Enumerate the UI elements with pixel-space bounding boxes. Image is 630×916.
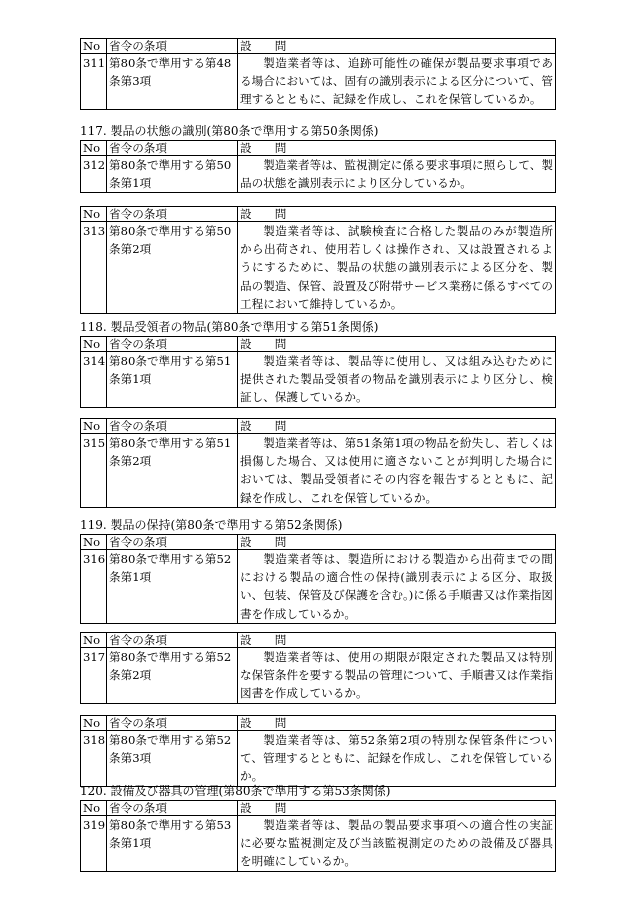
question-table-316 [80, 534, 556, 624]
header-no: No [81, 716, 107, 731]
table-header-row [81, 716, 556, 731]
clause-cell: 第80条で準用する第51条第1項 [107, 352, 238, 408]
question-cell: 製造業者等は、第52条第2項の特別な保管条件について、管理するとともに、記録を作成し、これを保管しているか。 [238, 731, 556, 787]
header-no: No [81, 419, 107, 434]
table-row [81, 816, 556, 872]
clause-cell: 第80条で準用する第51条第2項 [107, 434, 238, 508]
header-clause: 省令の条項 [107, 535, 238, 550]
clause-cell: 第80条で準用する第52条第3項 [107, 731, 238, 787]
header-no: No [81, 633, 107, 648]
header-question: 設 問 [238, 141, 556, 156]
header-question: 設 問 [238, 39, 556, 54]
question-table-313 [80, 206, 556, 314]
clause-cell: 第80条で準用する第52条第2項 [107, 648, 238, 704]
header-question: 設 問 [238, 716, 556, 731]
table-header-row [81, 419, 556, 434]
question-cell: 製造業者等は、使用の期限が限定された製品又は特別な保管条件を要する製品の管理について、手順書又は作業指図書を作成しているか。 [238, 648, 556, 704]
header-clause: 省令の条項 [107, 141, 238, 156]
section-heading-120: 120. 設備及び器具の管理(第80条で準用する第53条関係) [80, 784, 391, 798]
header-clause: 省令の条項 [107, 207, 238, 222]
table-row [81, 156, 556, 193]
table-row [81, 550, 556, 624]
table-row [81, 222, 556, 314]
header-no: No [81, 141, 107, 156]
header-question: 設 問 [238, 535, 556, 550]
header-clause: 省令の条項 [107, 633, 238, 648]
section-heading-118: 118. 製品受領者の物品(第80条で準用する第51条関係) [80, 320, 379, 334]
header-no: No [81, 337, 107, 352]
header-no: No [81, 207, 107, 222]
question-number: 313 [81, 222, 107, 314]
question-table-315 [80, 418, 556, 508]
table-header-row [81, 337, 556, 352]
question-cell: 製造業者等は、監視測定に係る要求事項に照らして、製品の状態を識別表示により区分しているか。 [238, 156, 556, 193]
header-clause: 省令の条項 [107, 337, 238, 352]
table-row [81, 731, 556, 787]
question-table-311 [80, 38, 556, 110]
table-header-row [81, 801, 556, 816]
clause-cell: 第80条で準用する第52条第1項 [107, 550, 238, 624]
question-cell: 製造業者等は、追跡可能性の確保が製品要求事項である場合においては、固有の識別表示による区分について、管理するとともに、記録を作成し、これを保管しているか。 [238, 54, 556, 110]
question-number: 318 [81, 731, 107, 787]
question-number: 315 [81, 434, 107, 508]
question-cell: 製造業者等は、第51条第1項の物品を紛失し、若しくは損傷した場合、又は使用に適さないことが判明した場合においては、製品受領者にその内容を報告するとともに、記録を作成し、これを保管しているか。 [238, 434, 556, 508]
question-number: 316 [81, 550, 107, 624]
question-number: 319 [81, 816, 107, 872]
question-cell: 製造業者等は、製品の製品要求事項への適合性の実証に必要な監視測定及び当該監視測定のための設備及び器具を明確にしているか。 [238, 816, 556, 872]
question-cell: 製造業者等は、製品等に使用し、又は組み込むために提供された製品受領者の物品を識別表示により区分し、検証し、保護しているか。 [238, 352, 556, 408]
table-header-row [81, 207, 556, 222]
table-header-row [81, 535, 556, 550]
header-question: 設 問 [238, 207, 556, 222]
header-no: No [81, 535, 107, 550]
header-question: 設 問 [238, 337, 556, 352]
question-number: 317 [81, 648, 107, 704]
question-number: 314 [81, 352, 107, 408]
clause-cell: 第80条で準用する第53条第1項 [107, 816, 238, 872]
clause-cell: 第80条で準用する第48条第3項 [107, 54, 238, 110]
table-header-row [81, 633, 556, 648]
header-question: 設 問 [238, 633, 556, 648]
section-heading-117: 117. 製品の状態の識別(第80条で準用する第50条関係) [80, 124, 379, 138]
clause-cell: 第80条で準用する第50条第1項 [107, 156, 238, 193]
header-question: 設 問 [238, 419, 556, 434]
header-no: No [81, 801, 107, 816]
table-row [81, 54, 556, 110]
header-clause: 省令の条項 [107, 801, 238, 816]
question-table-317 [80, 632, 556, 704]
header-question: 設 問 [238, 801, 556, 816]
clause-cell: 第80条で準用する第50条第2項 [107, 222, 238, 314]
question-table-314 [80, 336, 556, 408]
question-number: 312 [81, 156, 107, 193]
header-clause: 省令の条項 [107, 39, 238, 54]
question-cell: 製造業者等は、試験検査に合格した製品のみが製造所から出荷され、使用若しくは操作され、又は設置されるようにするために、製品の状態の識別表示による区分を、製品の製造、保管、設置及び附帯サービス業務に係るすべての工程において維持しているか。 [238, 222, 556, 314]
table-row [81, 434, 556, 508]
header-clause: 省令の条項 [107, 419, 238, 434]
table-row [81, 648, 556, 704]
question-cell: 製造業者等は、製造所における製造から出荷までの間における製品の適合性の保持(識別表示による区分、取扱い、包装、保管及び保護を含む。)に係る手順書又は作業指図書を作成しているか。 [238, 550, 556, 624]
question-number: 311 [81, 54, 107, 110]
table-header-row [81, 39, 556, 54]
question-table-319 [80, 800, 556, 872]
section-heading-119: 119. 製品の保持(第80条で準用する第52条関係) [80, 518, 343, 532]
table-header-row [81, 141, 556, 156]
header-no: No [81, 39, 107, 54]
table-row [81, 352, 556, 408]
header-clause: 省令の条項 [107, 716, 238, 731]
question-table-312 [80, 140, 556, 193]
question-table-318 [80, 715, 556, 787]
